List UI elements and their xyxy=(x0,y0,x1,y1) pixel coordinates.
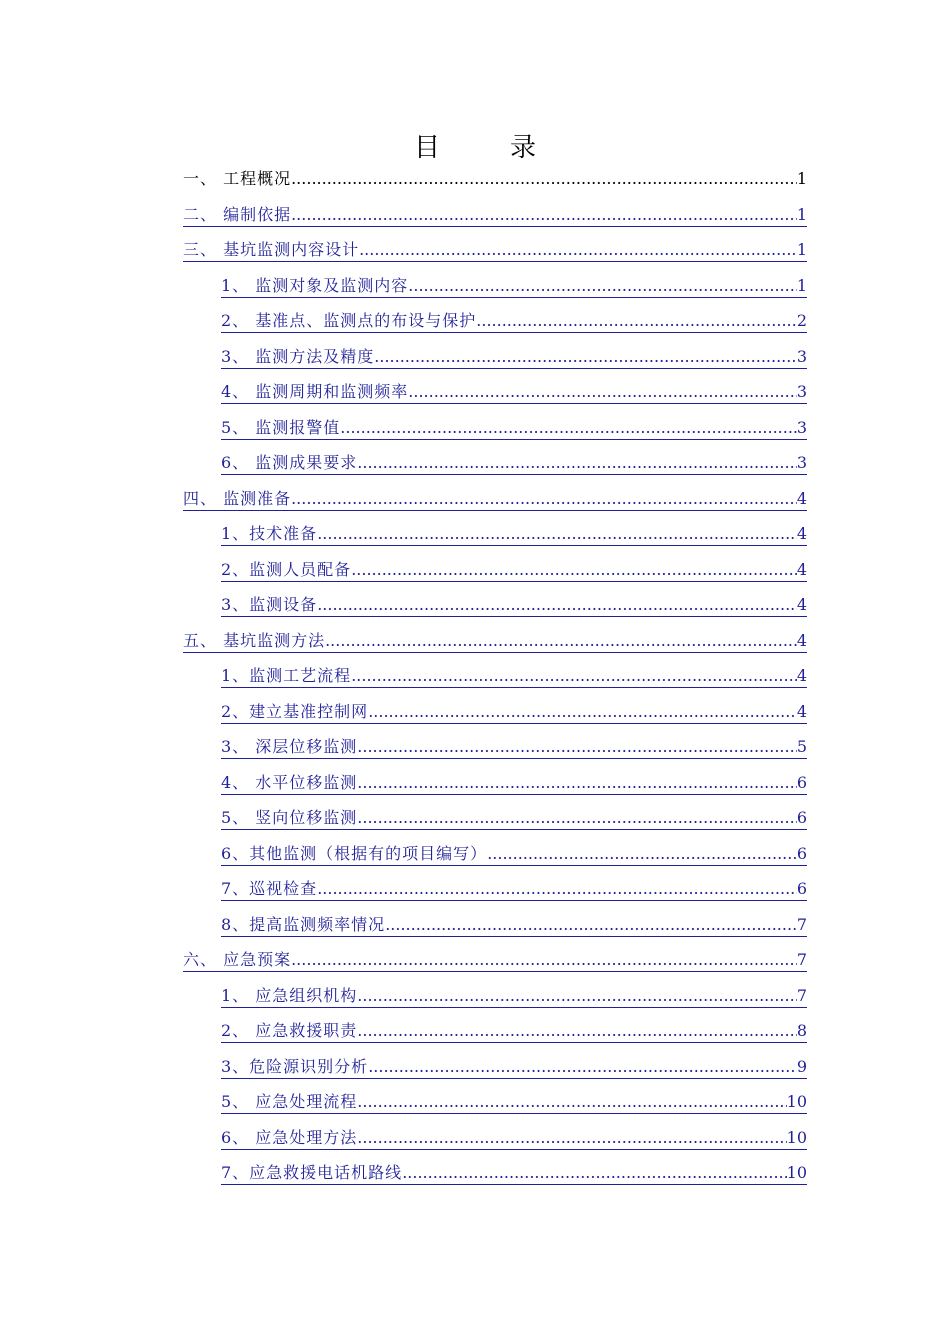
toc-page-number: 7 xyxy=(797,949,807,972)
toc-page-number: 2 xyxy=(797,310,807,333)
toc-entry-label: 四、 监测准备 xyxy=(183,488,291,511)
toc-subentry[interactable] xyxy=(183,701,807,737)
toc-entry-label: 6、 监测成果要求 xyxy=(221,452,357,475)
toc-subentry[interactable] xyxy=(183,736,807,772)
toc-subentry[interactable] xyxy=(183,843,807,879)
dot-leader xyxy=(402,1162,786,1185)
toc-page-number: 6 xyxy=(797,878,807,901)
toc-entry-label: 一、 工程概况 xyxy=(183,169,292,188)
toc-subentry[interactable] xyxy=(183,381,807,417)
toc-page-number: 10 xyxy=(787,1162,807,1185)
dot-leader xyxy=(374,346,797,369)
toc-entry-label: 1、 应急组织机构 xyxy=(221,985,357,1008)
toc-entry-label: 3、监测设备 xyxy=(221,594,317,617)
toc-subentry[interactable] xyxy=(183,1056,807,1092)
dot-leader xyxy=(317,594,797,617)
toc-entry-label: 7、应急救援电话机路线 xyxy=(221,1162,402,1185)
toc-entry-label: 2、监测人员配备 xyxy=(221,559,351,582)
toc-entry-label: 2、 基准点、监测点的布设与保护 xyxy=(221,310,476,333)
dot-leader xyxy=(357,985,797,1008)
toc-entry-label: 1、监测工艺流程 xyxy=(221,665,351,688)
dot-leader xyxy=(487,843,797,866)
toc-subentry[interactable] xyxy=(183,594,807,630)
toc-page-number: 10 xyxy=(787,1127,807,1150)
dot-leader xyxy=(351,665,797,688)
toc-page-number: 10 xyxy=(787,1091,807,1114)
toc-page-number: 6 xyxy=(797,843,807,866)
toc-subentry[interactable] xyxy=(183,275,807,311)
toc-title: 目 录 xyxy=(413,133,558,163)
toc-subentry[interactable] xyxy=(183,665,807,701)
dot-leader xyxy=(291,488,797,511)
toc-entry[interactable] xyxy=(183,630,807,666)
toc-subentry[interactable] xyxy=(183,1020,807,1056)
dot-leader xyxy=(351,559,797,582)
toc-entry xyxy=(183,168,807,204)
dot-leader xyxy=(359,239,797,262)
toc-entry-label: 4、 水平位移监测 xyxy=(221,772,357,795)
toc-entry[interactable] xyxy=(183,488,807,524)
dot-leader xyxy=(317,878,797,901)
toc-entry-label: 5、 监测报警值 xyxy=(221,417,340,440)
dot-leader xyxy=(476,310,797,333)
toc-page-number: 4 xyxy=(797,630,807,653)
toc-entry-label: 二、 编制依据 xyxy=(183,204,291,227)
toc-page-number: 1 xyxy=(797,204,807,227)
toc-entry-label: 7、巡视检查 xyxy=(221,878,317,901)
toc-subentry[interactable] xyxy=(183,559,807,595)
toc-page-number: 9 xyxy=(797,1056,807,1079)
toc-subentry[interactable] xyxy=(183,346,807,382)
toc-entry[interactable] xyxy=(183,239,807,275)
toc-subentry[interactable] xyxy=(183,878,807,914)
toc-page-number: 3 xyxy=(797,452,807,475)
dot-leader xyxy=(408,275,797,298)
toc-entry-label: 5、 应急处理流程 xyxy=(221,1091,357,1114)
toc-entry[interactable] xyxy=(183,949,807,985)
toc-page-number: 1 xyxy=(797,275,807,298)
toc-page-number: 8 xyxy=(797,1020,807,1043)
toc-page-number: 7 xyxy=(797,914,807,937)
toc-subentry[interactable] xyxy=(183,1127,807,1163)
dot-leader xyxy=(357,452,797,475)
toc-page-number: 3 xyxy=(797,417,807,440)
toc-subentry[interactable] xyxy=(183,452,807,488)
dot-leader xyxy=(325,630,797,653)
toc-entry-label: 2、 应急救援职责 xyxy=(221,1020,357,1043)
toc-subentry[interactable] xyxy=(183,807,807,843)
toc-subentry[interactable] xyxy=(183,1162,807,1198)
toc-entry-label: 1、 监测对象及监测内容 xyxy=(221,275,408,298)
toc-entry-label: 3、危险源识别分析 xyxy=(221,1056,368,1079)
dot-leader xyxy=(368,1056,797,1079)
dot-leader xyxy=(317,523,797,546)
toc-entry-label: 五、 基坑监测方法 xyxy=(183,630,325,653)
dot-leader xyxy=(357,1020,797,1043)
toc-subentry[interactable] xyxy=(183,417,807,453)
toc-page-number: 3 xyxy=(797,381,807,404)
toc-entry-label: 六、 应急预案 xyxy=(183,949,291,972)
toc-page-number: 4 xyxy=(797,701,807,724)
toc-entry-label: 5、 竖向位移监测 xyxy=(221,807,357,830)
toc-subentry[interactable] xyxy=(183,772,807,808)
toc-subentry[interactable] xyxy=(183,310,807,346)
toc-page-number: 7 xyxy=(797,985,807,1008)
toc-entry-label: 6、 应急处理方法 xyxy=(221,1127,357,1150)
toc-page-number: 5 xyxy=(797,736,807,759)
toc-page-number: 4 xyxy=(797,665,807,688)
dot-leader xyxy=(357,1127,786,1150)
toc-entry-label: 3、 深层位移监测 xyxy=(221,736,357,759)
dot-leader xyxy=(357,772,797,795)
toc-page-number: 4 xyxy=(797,594,807,617)
toc-entry-label: 三、 基坑监测内容设计 xyxy=(183,239,359,262)
dot-leader xyxy=(340,417,797,440)
toc-page-number: 6 xyxy=(797,807,807,830)
toc-entry-label: 2、建立基准控制网 xyxy=(221,701,368,724)
dot-leader xyxy=(291,204,797,227)
toc-subentry[interactable] xyxy=(183,914,807,950)
dot-leader xyxy=(357,1091,786,1114)
toc-subentry[interactable] xyxy=(183,523,807,559)
toc-page-number: 1 xyxy=(797,239,807,262)
toc-entry-label: 4、 监测周期和监测频率 xyxy=(221,381,408,404)
dot-leader xyxy=(385,914,797,937)
toc-entry-label: 1、技术准备 xyxy=(221,523,317,546)
toc-page-number: 4 xyxy=(797,559,807,582)
dot-leader xyxy=(357,736,797,759)
dot-leader xyxy=(408,381,797,404)
dot-leader xyxy=(368,701,797,724)
toc-page-number: 3 xyxy=(797,346,807,369)
dot-leader xyxy=(357,807,797,830)
dot-leader xyxy=(291,168,797,190)
toc-page-number: 1 xyxy=(796,169,807,188)
toc-page-number: 6 xyxy=(797,772,807,795)
toc-entry-label: 3、 监测方法及精度 xyxy=(221,346,374,369)
dot-leader xyxy=(291,949,797,972)
toc-subentry[interactable] xyxy=(183,985,807,1021)
toc-page-number: 4 xyxy=(797,523,807,546)
toc-page-number: 4 xyxy=(797,488,807,511)
toc-subentry[interactable] xyxy=(183,1091,807,1127)
toc-entry-label: 6、其他监测（根据有的项目编写） xyxy=(221,843,487,866)
toc-entry[interactable] xyxy=(183,204,807,240)
toc-list xyxy=(183,168,807,1198)
toc-entry-label: 8、提高监测频率情况 xyxy=(221,914,385,937)
